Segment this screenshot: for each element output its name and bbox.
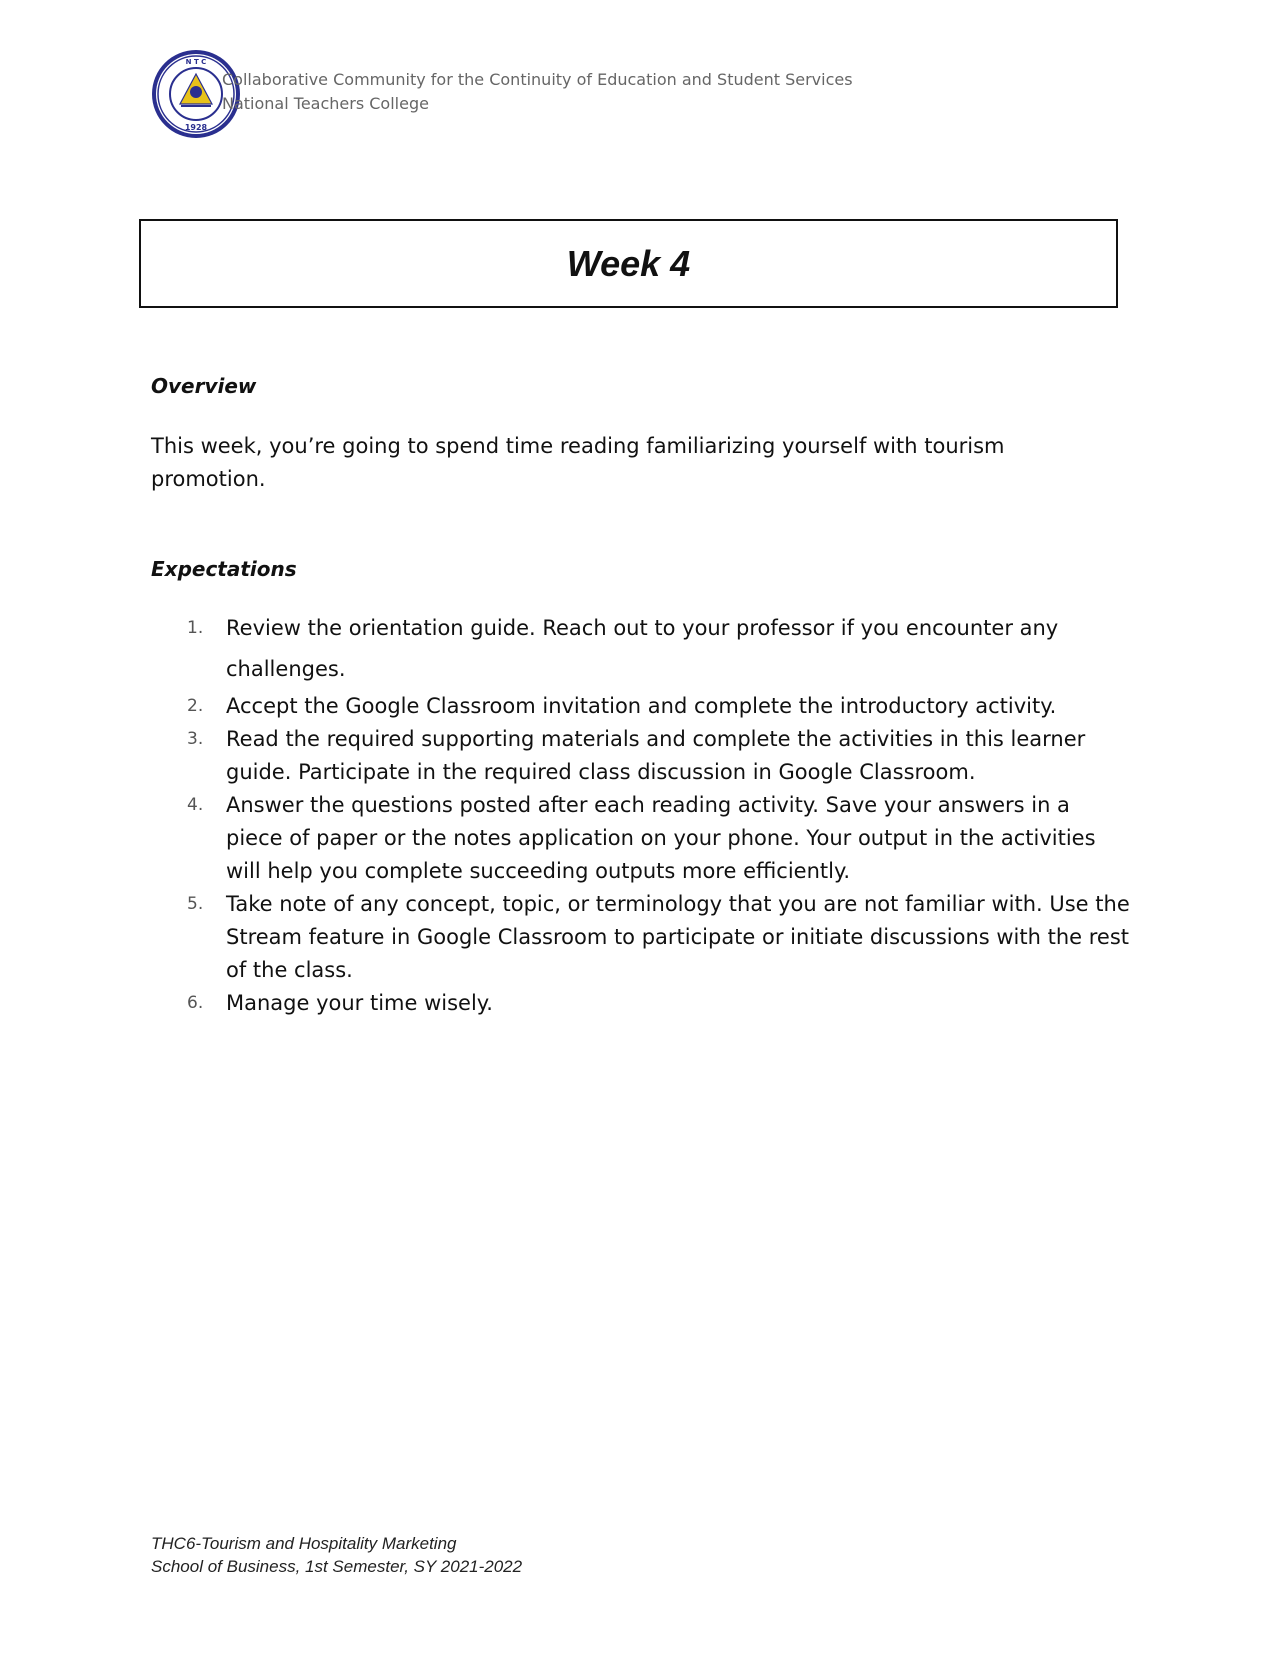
list-item — [151, 888, 1131, 987]
list-item-number: 2. — [187, 696, 204, 716]
list-item-text: Manage your time wisely. — [226, 991, 493, 1015]
list-item — [151, 789, 1131, 888]
page-header — [150, 48, 853, 148]
page-footer — [151, 1532, 522, 1578]
list-item — [151, 723, 1131, 789]
svg-text:N T C: N T C — [185, 58, 207, 66]
list-item-text: Take note of any concept, topic, or terminology that you are not familiar with. Use the Stream feature in Google Classroom to participate or initiate discussions with the rest of the class. — [226, 892, 1130, 982]
list-item-number: 1. — [187, 618, 204, 638]
page-title: Week 4 — [566, 242, 691, 284]
header-org-line: Collaborative Community for the Continuity of Education and Student Services — [222, 70, 853, 89]
list-item-number: 6. — [187, 993, 204, 1013]
expectations-list — [151, 612, 1131, 1020]
footer-course-line: THC6-Tourism and Hospitality Marketing — [151, 1534, 457, 1553]
title-box — [139, 219, 1118, 308]
list-item-text: Read the required supporting materials and complete the activities in this learner guide. Participate in the required class discussion in Google Classroom. — [226, 727, 1086, 784]
list-item-text: Review the orientation guide. Reach out to your professor if you encounter any challenges. — [226, 616, 1059, 681]
header-college-line: National Teachers College — [222, 94, 429, 113]
list-item-number: 4. — [187, 795, 204, 815]
list-item-number: 3. — [187, 729, 204, 749]
list-item-number: 5. — [187, 894, 204, 914]
expectations-heading: Expectations — [151, 557, 297, 581]
list-item — [151, 690, 1131, 723]
overview-text: This week, you’re going to spend time reading familiarizing yourself with tourism promotion. — [151, 434, 1005, 491]
list-item — [151, 608, 1131, 690]
footer-school-line: School of Business, 1st Semester, SY 2021-2022 — [151, 1557, 523, 1576]
seal-year: 1928 — [184, 123, 208, 132]
list-item — [151, 987, 1131, 1020]
list-item-text: Accept the Google Classroom invitation and complete the introductory activity. — [226, 694, 1057, 718]
overview-heading: Overview — [151, 374, 257, 398]
list-item-text: Answer the questions posted after each reading activity. Save your answers in a piece of paper or the notes application on your phone. Your output in the activities will help you complete succeeding outputs more efficiently. — [226, 793, 1096, 883]
